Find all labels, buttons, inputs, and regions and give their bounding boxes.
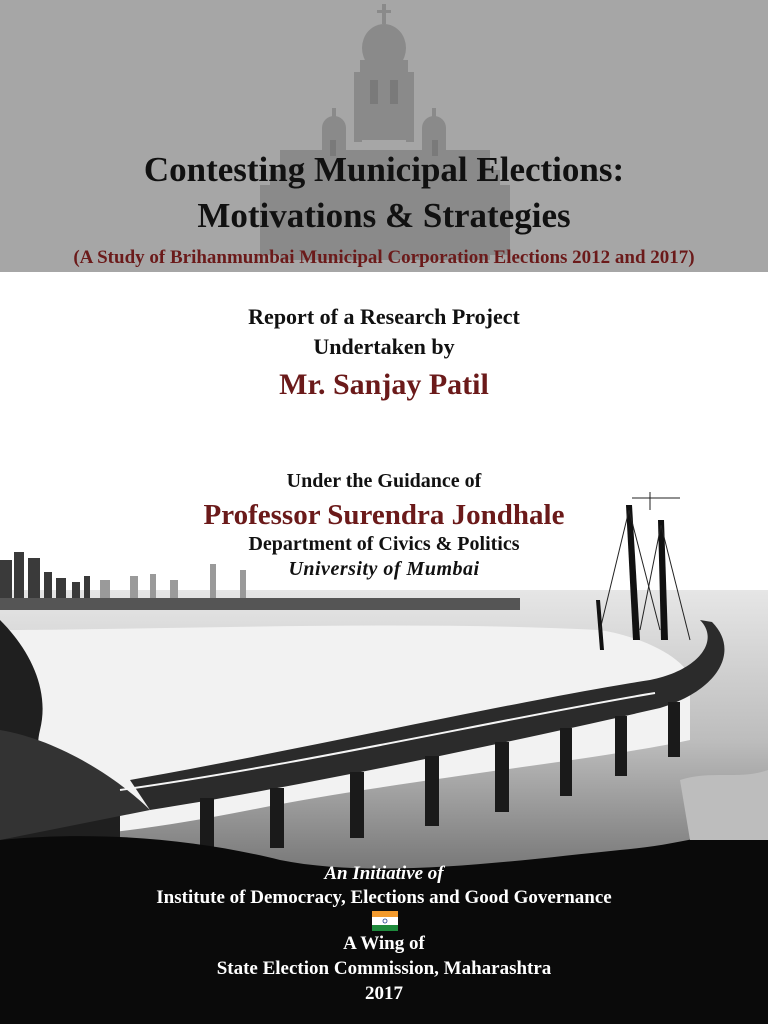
report-line-2: Undertaken by [313,334,455,359]
title-line-2: Motivations & Strategies [197,196,571,235]
author-name: Mr. Sanjay Patil [279,368,489,401]
initiative-label: An Initiative of [324,863,444,884]
department-name: Department of Civics & Politics [248,533,520,555]
subtitle: (A Study of Brihanmumbai Municipal Corporation Elections 2012 and 2017) [73,247,695,268]
tricolour-flag-icon [372,911,398,931]
publication-year: 2017 [365,983,403,1004]
university-name: University of Mumbai [288,558,480,580]
wing-label: A Wing of [343,933,425,954]
report-line-1: Report of a Research Project [248,304,520,329]
title-line-1: Contesting Municipal Elections: [143,150,625,189]
institute-name: Institute of Democracy, Elections and Good Governance [156,887,612,908]
guide-name: Professor Surendra Jondhale [203,499,565,531]
commission-name: State Election Commission, Maharashtra [216,958,552,979]
guidance-label: Under the Guidance of [286,470,482,492]
